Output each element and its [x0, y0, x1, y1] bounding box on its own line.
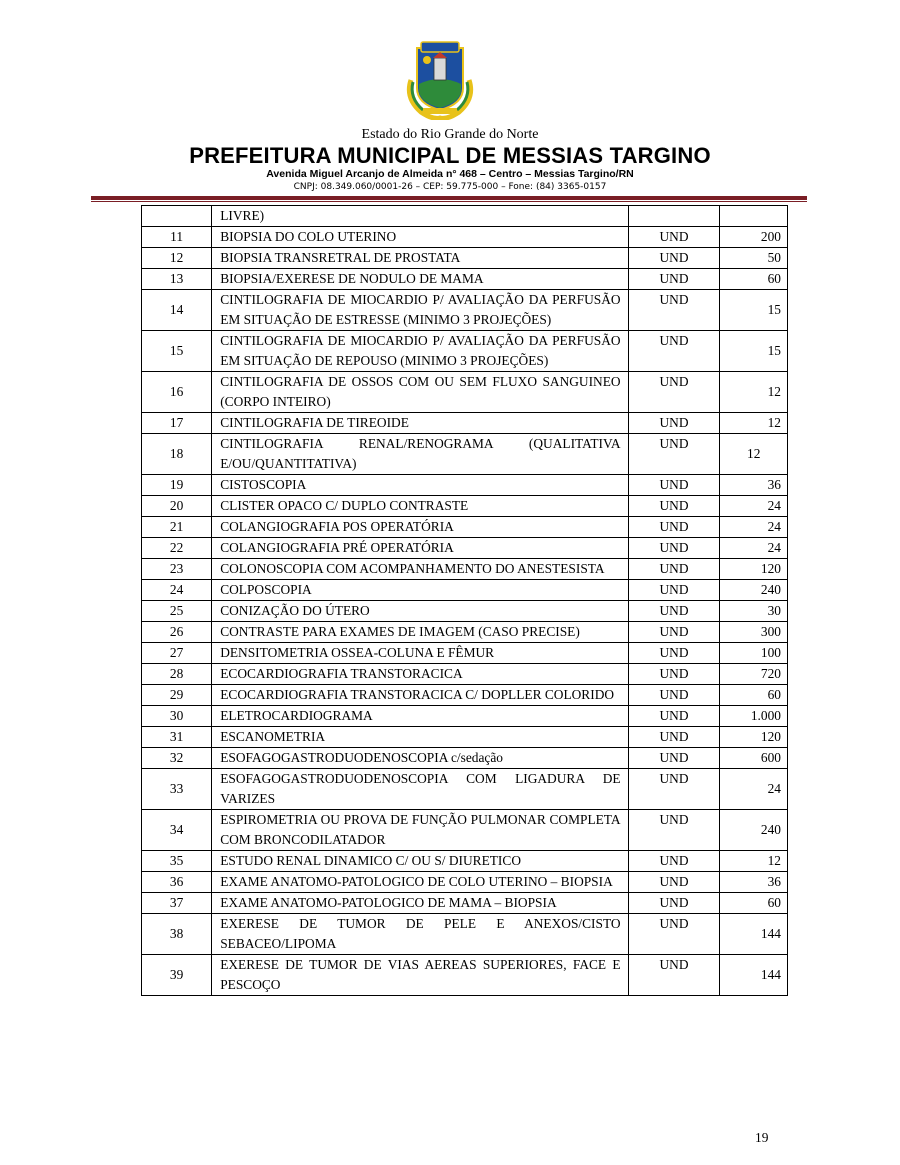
- item-description-cell: ECOCARDIOGRAFIA TRANSTORACICA C/ DOPLLER COLORIDO: [212, 685, 628, 706]
- table-row: [142, 517, 788, 538]
- item-quantity-cell: 15: [720, 331, 788, 372]
- table-row: [142, 955, 788, 996]
- item-quantity-cell: 100: [720, 643, 788, 664]
- item-number-cell: 25: [142, 601, 212, 622]
- item-unit-cell: UND: [628, 706, 720, 727]
- item-unit-cell: UND: [628, 269, 720, 290]
- item-number-cell: 36: [142, 872, 212, 893]
- item-number-cell: 14: [142, 290, 212, 331]
- item-unit-cell: UND: [628, 496, 720, 517]
- item-quantity-cell: 200: [720, 227, 788, 248]
- table-row: [142, 851, 788, 872]
- item-description-cell: CISTOSCOPIA: [212, 475, 628, 496]
- item-unit-cell: UND: [628, 914, 720, 955]
- table-row: [142, 622, 788, 643]
- item-quantity-cell: 15: [720, 290, 788, 331]
- item-unit-cell: UND: [628, 810, 720, 851]
- item-description-cell: CINTILOGRAFIA DE MIOCARDIO P/ AVALIAÇÃO DA PERFUSÃO EM SITUAÇÃO DE ESTRESSE (MINIMO 3 PROJEÇÕES): [212, 290, 628, 331]
- item-description-cell: CINTILOGRAFIA DE OSSOS COM OU SEM FLUXO SANGUINEO (CORPO INTEIRO): [212, 372, 628, 413]
- item-quantity-cell: 50: [720, 248, 788, 269]
- item-unit-cell: UND: [628, 769, 720, 810]
- table-row: [142, 496, 788, 517]
- item-description-cell: EXERESE DE TUMOR DE VIAS AEREAS SUPERIORES, FACE E PESCOÇO: [212, 955, 628, 996]
- item-unit-cell: UND: [628, 643, 720, 664]
- item-description-cell: BIOPSIA TRANSRETRAL DE PROSTATA: [212, 248, 628, 269]
- table-row: [142, 727, 788, 748]
- item-unit-cell: UND: [628, 331, 720, 372]
- item-unit-cell: UND: [628, 538, 720, 559]
- item-unit-cell: UND: [628, 748, 720, 769]
- item-unit-cell: UND: [628, 227, 720, 248]
- item-description-cell: EXAME ANATOMO-PATOLOGICO DE COLO UTERINO – BIOPSIA: [212, 872, 628, 893]
- item-number-cell: 11: [142, 227, 212, 248]
- item-number-cell: 19: [142, 475, 212, 496]
- item-quantity-cell: 24: [720, 517, 788, 538]
- table-row: [142, 810, 788, 851]
- table-row: [142, 269, 788, 290]
- table-row: [142, 248, 788, 269]
- item-number-cell: 18: [142, 434, 212, 475]
- table-row: [142, 706, 788, 727]
- page-number: 19: [755, 1130, 769, 1145]
- item-quantity-cell: 12: [720, 851, 788, 872]
- item-description-cell: COLANGIOGRAFIA PRÉ OPERATÓRIA: [212, 538, 628, 559]
- item-description-cell: CINTILOGRAFIA DE MIOCARDIO P/ AVALIAÇÃO DA PERFUSÃO EM SITUAÇÃO DE REPOUSO (MINIMO 3 PROJEÇÕES): [212, 331, 628, 372]
- item-quantity-cell: 24: [720, 496, 788, 517]
- item-quantity-cell: 12: [720, 413, 788, 434]
- item-description-cell: ESTUDO RENAL DINAMICO C/ OU S/ DIURETICO: [212, 851, 628, 872]
- header-divider-thin: [91, 201, 807, 202]
- item-unit-cell: UND: [628, 727, 720, 748]
- item-number-cell: 28: [142, 664, 212, 685]
- item-quantity-cell: 120: [720, 559, 788, 580]
- item-unit-cell: UND: [628, 434, 720, 475]
- item-description-cell: EXAME ANATOMO-PATOLOGICO DE MAMA – BIOPSIA: [212, 893, 628, 914]
- table-row: [142, 872, 788, 893]
- item-quantity-cell: 24: [720, 769, 788, 810]
- item-number-cell: 23: [142, 559, 212, 580]
- table-row: [142, 331, 788, 372]
- item-quantity-cell: 36: [720, 872, 788, 893]
- item-quantity-cell: 1.000: [720, 706, 788, 727]
- item-number-cell: [142, 206, 212, 227]
- header-state: Estado do Rio Grande do Norte: [361, 127, 539, 142]
- item-unit-cell: UND: [628, 248, 720, 269]
- item-number-cell: 27: [142, 643, 212, 664]
- table-row: [142, 538, 788, 559]
- item-quantity-cell: 144: [720, 914, 788, 955]
- item-number-cell: 20: [142, 496, 212, 517]
- item-unit-cell: UND: [628, 517, 720, 538]
- item-description-cell: ESOFAGOGASTRODUODENOSCOPIA COM LIGADURA DE VARIZES: [212, 769, 628, 810]
- item-number-cell: 35: [142, 851, 212, 872]
- item-number-cell: 22: [142, 538, 212, 559]
- item-number-cell: 16: [142, 372, 212, 413]
- item-number-cell: 37: [142, 893, 212, 914]
- item-number-cell: 15: [142, 331, 212, 372]
- item-description-cell: DENSITOMETRIA OSSEA-COLUNA E FÊMUR: [212, 643, 628, 664]
- item-number-cell: 30: [142, 706, 212, 727]
- table-row: [142, 748, 788, 769]
- header-address: Avenida Miguel Arcanjo de Almeida n° 468 – Centro – Messias Targino/RN: [266, 168, 634, 180]
- item-number-cell: 24: [142, 580, 212, 601]
- table-row: [142, 580, 788, 601]
- item-quantity-cell: 120: [720, 727, 788, 748]
- item-unit-cell: UND: [628, 872, 720, 893]
- table-row: [142, 643, 788, 664]
- item-description-cell: EXERESE DE TUMOR DE PELE E ANEXOS/CISTO SEBACEO/LIPOMA: [212, 914, 628, 955]
- item-description-cell: CLISTER OPACO C/ DUPLO CONTRASTE: [212, 496, 628, 517]
- item-quantity-cell: 36: [720, 475, 788, 496]
- table-row: [142, 206, 788, 227]
- item-quantity-cell: [720, 206, 788, 227]
- item-description-cell: BIOPSIA/EXERESE DE NODULO DE MAMA: [212, 269, 628, 290]
- item-description-cell: LIVRE): [212, 206, 628, 227]
- item-description-cell: ESPIROMETRIA OU PROVA DE FUNÇÃO PULMONAR COMPLETA COM BRONCODILATADOR: [212, 810, 628, 851]
- item-unit-cell: UND: [628, 685, 720, 706]
- item-unit-cell: UND: [628, 851, 720, 872]
- municipal-coat-of-arms-logo: [403, 38, 477, 120]
- item-unit-cell: UND: [628, 955, 720, 996]
- item-quantity-cell: 60: [720, 893, 788, 914]
- item-quantity-cell: 24: [720, 538, 788, 559]
- header-divider-thick: [91, 196, 807, 200]
- item-quantity-cell: 240: [720, 810, 788, 851]
- item-quantity-cell: 600: [720, 748, 788, 769]
- item-number-cell: 13: [142, 269, 212, 290]
- item-number-cell: 39: [142, 955, 212, 996]
- item-number-cell: 21: [142, 517, 212, 538]
- item-description-cell: BIOPSIA DO COLO UTERINO: [212, 227, 628, 248]
- item-number-cell: 33: [142, 769, 212, 810]
- item-quantity-cell: 60: [720, 269, 788, 290]
- item-number-cell: 31: [142, 727, 212, 748]
- item-quantity-cell: 12: [720, 434, 788, 475]
- item-unit-cell: UND: [628, 559, 720, 580]
- item-quantity-cell: 300: [720, 622, 788, 643]
- item-unit-cell: UND: [628, 372, 720, 413]
- item-description-cell: CONTRASTE PARA EXAMES DE IMAGEM (CASO PRECISE): [212, 622, 628, 643]
- table-row: [142, 893, 788, 914]
- item-quantity-cell: 144: [720, 955, 788, 996]
- table-row: [142, 769, 788, 810]
- table-row: [142, 227, 788, 248]
- item-quantity-cell: 30: [720, 601, 788, 622]
- item-unit-cell: UND: [628, 664, 720, 685]
- procedures-table: [141, 205, 788, 996]
- item-unit-cell: UND: [628, 475, 720, 496]
- table-row: [142, 434, 788, 475]
- table-row: [142, 685, 788, 706]
- item-description-cell: COLPOSCOPIA: [212, 580, 628, 601]
- header-title: PREFEITURA MUNICIPAL DE MESSIAS TARGINO: [189, 143, 711, 168]
- item-number-cell: 17: [142, 413, 212, 434]
- item-description-cell: CINTILOGRAFIA DE TIREOIDE: [212, 413, 628, 434]
- item-unit-cell: [628, 206, 720, 227]
- item-number-cell: 12: [142, 248, 212, 269]
- table-row: [142, 559, 788, 580]
- table-row: [142, 413, 788, 434]
- header-cnpj: CNPJ: 08.349.060/0001-26 – CEP: 59.775-000 – Fone: (84) 3365-0157: [293, 182, 607, 192]
- item-unit-cell: UND: [628, 290, 720, 331]
- item-description-cell: COLANGIOGRAFIA POS OPERATÓRIA: [212, 517, 628, 538]
- item-quantity-cell: 60: [720, 685, 788, 706]
- table-row: [142, 290, 788, 331]
- table-row: [142, 914, 788, 955]
- item-quantity-cell: 720: [720, 664, 788, 685]
- table-row: [142, 475, 788, 496]
- item-unit-cell: UND: [628, 622, 720, 643]
- item-quantity-cell: 240: [720, 580, 788, 601]
- item-number-cell: 29: [142, 685, 212, 706]
- item-unit-cell: UND: [628, 580, 720, 601]
- item-number-cell: 38: [142, 914, 212, 955]
- table-row: [142, 601, 788, 622]
- item-description-cell: COLONOSCOPIA COM ACOMPANHAMENTO DO ANESTESISTA: [212, 559, 628, 580]
- item-unit-cell: UND: [628, 413, 720, 434]
- table-row: [142, 664, 788, 685]
- item-number-cell: 26: [142, 622, 212, 643]
- item-description-cell: CONIZAÇÃO DO ÚTERO: [212, 601, 628, 622]
- item-number-cell: 32: [142, 748, 212, 769]
- item-description-cell: ECOCARDIOGRAFIA TRANSTORACICA: [212, 664, 628, 685]
- item-number-cell: 34: [142, 810, 212, 851]
- item-description-cell: CINTILOGRAFIA RENAL/RENOGRAMA (QUALITATIVA E/OU/QUANTITATIVA): [212, 434, 628, 475]
- item-quantity-cell: 12: [720, 372, 788, 413]
- item-unit-cell: UND: [628, 601, 720, 622]
- table-row: [142, 372, 788, 413]
- item-description-cell: ESCANOMETRIA: [212, 727, 628, 748]
- item-description-cell: ELETROCARDIOGRAMA: [212, 706, 628, 727]
- item-unit-cell: UND: [628, 893, 720, 914]
- item-description-cell: ESOFAGOGASTRODUODENOSCOPIA c/sedação: [212, 748, 628, 769]
